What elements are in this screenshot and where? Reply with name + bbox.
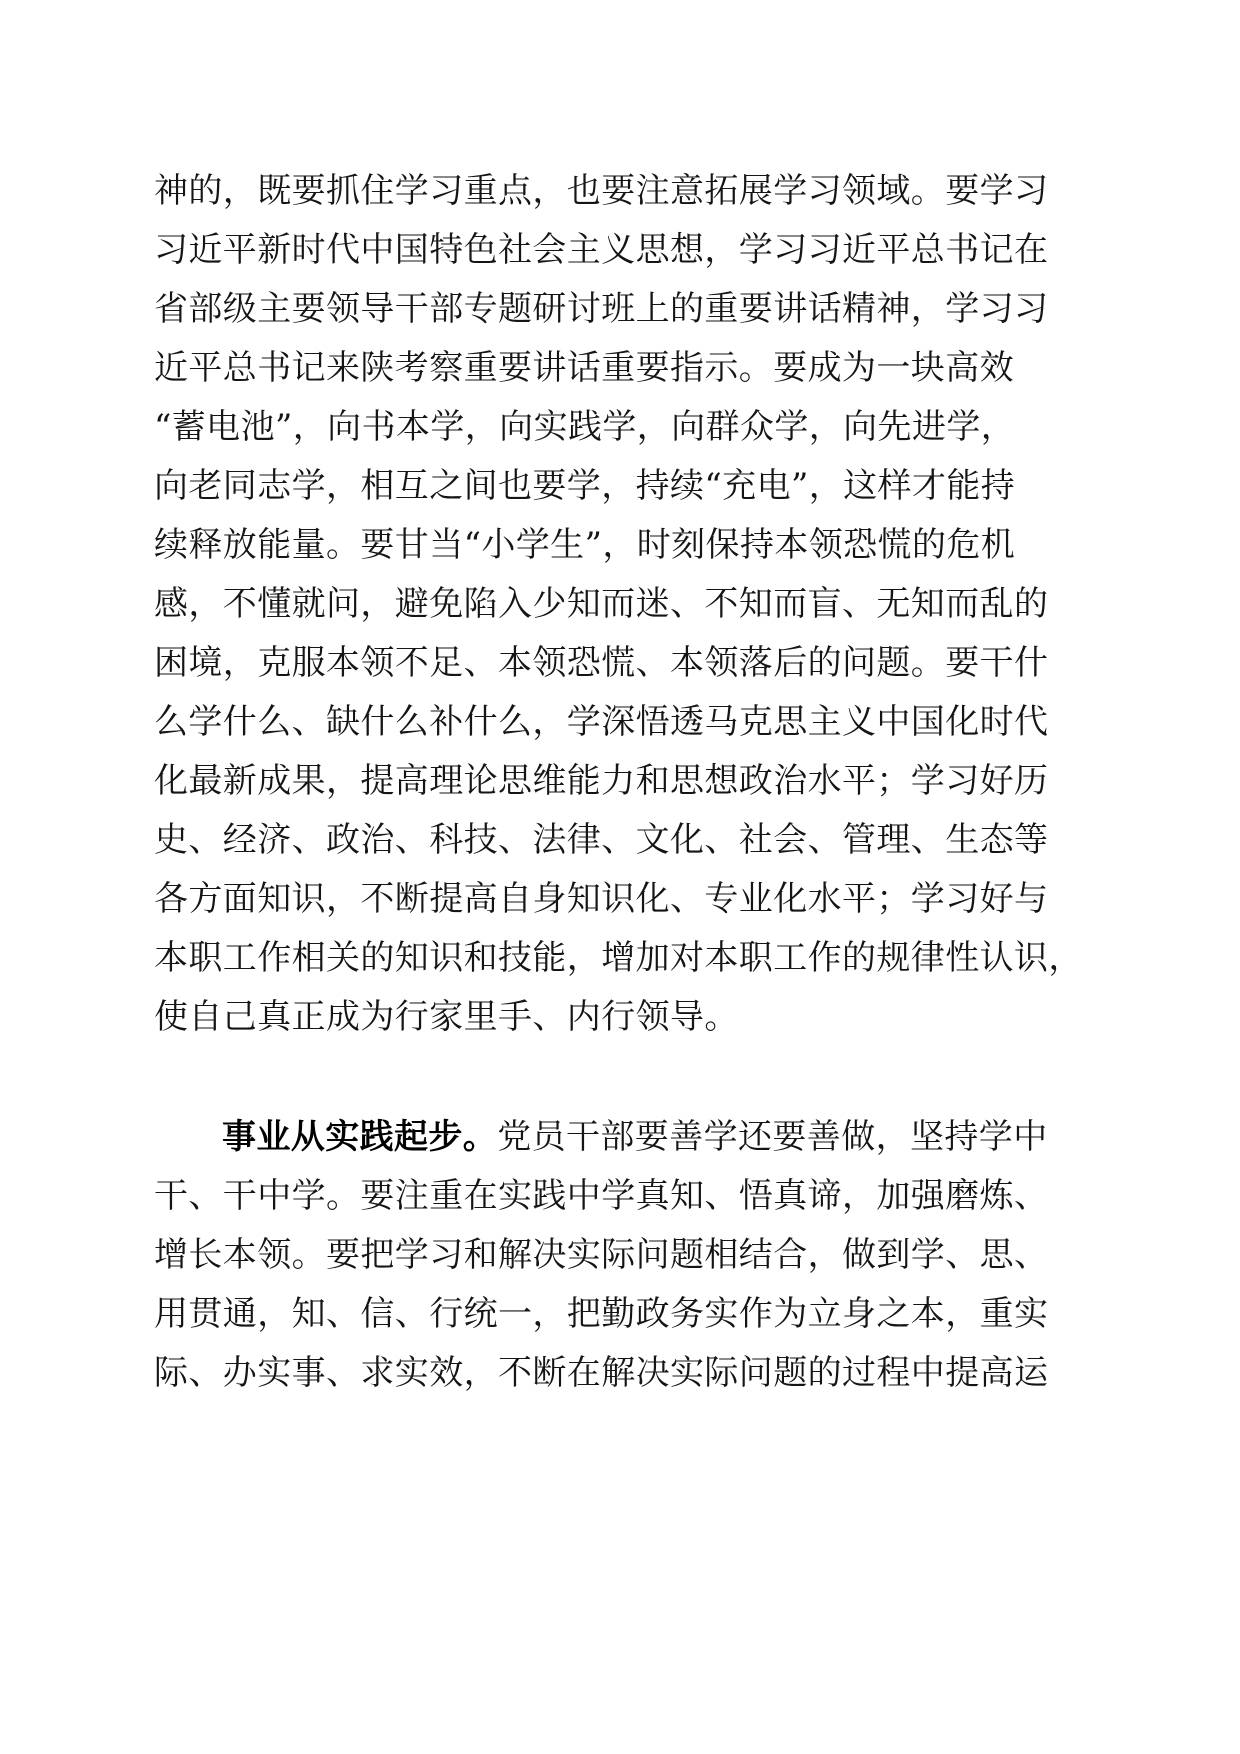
paragraph-1-line-6: 向老同志学，相互之间也要学，持续“充电”，这样才能持 <box>154 466 1016 506</box>
paragraph-1-line-3: 省部级主要领导干部专题研讨班上的重要讲话精神，学习习 <box>154 289 1049 329</box>
paragraph-2-line-1-text: 党员干部要善学还要善做，坚持学中 <box>497 1117 1048 1157</box>
paragraph-2-line-4: 用贯通，知、信、行统一，把勤政务实作为立身之本，重实 <box>154 1294 1049 1334</box>
paragraph-2-lead-heading: 事业从实践起步。 <box>222 1117 498 1157</box>
paragraph-1-line-12: 史、经济、政治、科技、法律、文化、社会、管理、生态等 <box>154 820 1049 860</box>
paragraph-1-line-14: 本职工作相关的知识和技能，增加对本职工作的规律性认识， <box>154 938 1083 978</box>
paragraph-1-line-10: 么学什么、缺什么补什么，学深悟透马克思主义中国化时代 <box>154 702 1049 742</box>
paragraph-2-line-5: 际、办实事、求实效，不断在解决实际问题的过程中提高运 <box>154 1353 1049 1393</box>
paragraph-1-line-13: 各方面知识，不断提高自身知识化、专业化水平；学习好与 <box>154 879 1049 919</box>
paragraph-1-line-15: 使自己真正成为行家里手、内行领导。 <box>154 997 739 1037</box>
paragraph-1-line-8: 感，不懂就问，避免陷入少知而迷、不知而盲、无知而乱的 <box>154 584 1049 624</box>
paragraph-2-line-3: 增长本领。要把学习和解决实际问题相结合，做到学、思、 <box>154 1235 1049 1275</box>
paragraph-1-line-11: 化最新成果，提高理论思维能力和思想政治水平；学习好历 <box>154 761 1049 801</box>
paragraph-1-line-5: “蓄电池”，向书本学，向实践学，向群众学，向先进学， <box>154 407 1016 447</box>
paragraph-1-line-2: 习近平新时代中国特色社会主义思想，学习习近平总书记在 <box>154 230 1049 270</box>
paragraph-2-line-1 <box>222 1115 1084 1159</box>
paragraph-2-line-2: 干、干中学。要注重在实践中学真知、悟真谛，加强磨炼、 <box>154 1176 1049 1216</box>
paragraph-1-line-1: 神的，既要抓住学习重点，也要注意拓展学习领域。要学习 <box>154 171 1049 211</box>
paragraph-1-line-9: 困境，克服本领不足、本领恐慌、本领落后的问题。要干什 <box>154 643 1049 683</box>
paragraph-1-line-4: 近平总书记来陕考察重要讲话重要指示。要成为一块高效 <box>154 348 1014 388</box>
paragraph-1-line-7: 续释放能量。要甘当“小学生”，时刻保持本领恐慌的危机 <box>154 525 1016 565</box>
